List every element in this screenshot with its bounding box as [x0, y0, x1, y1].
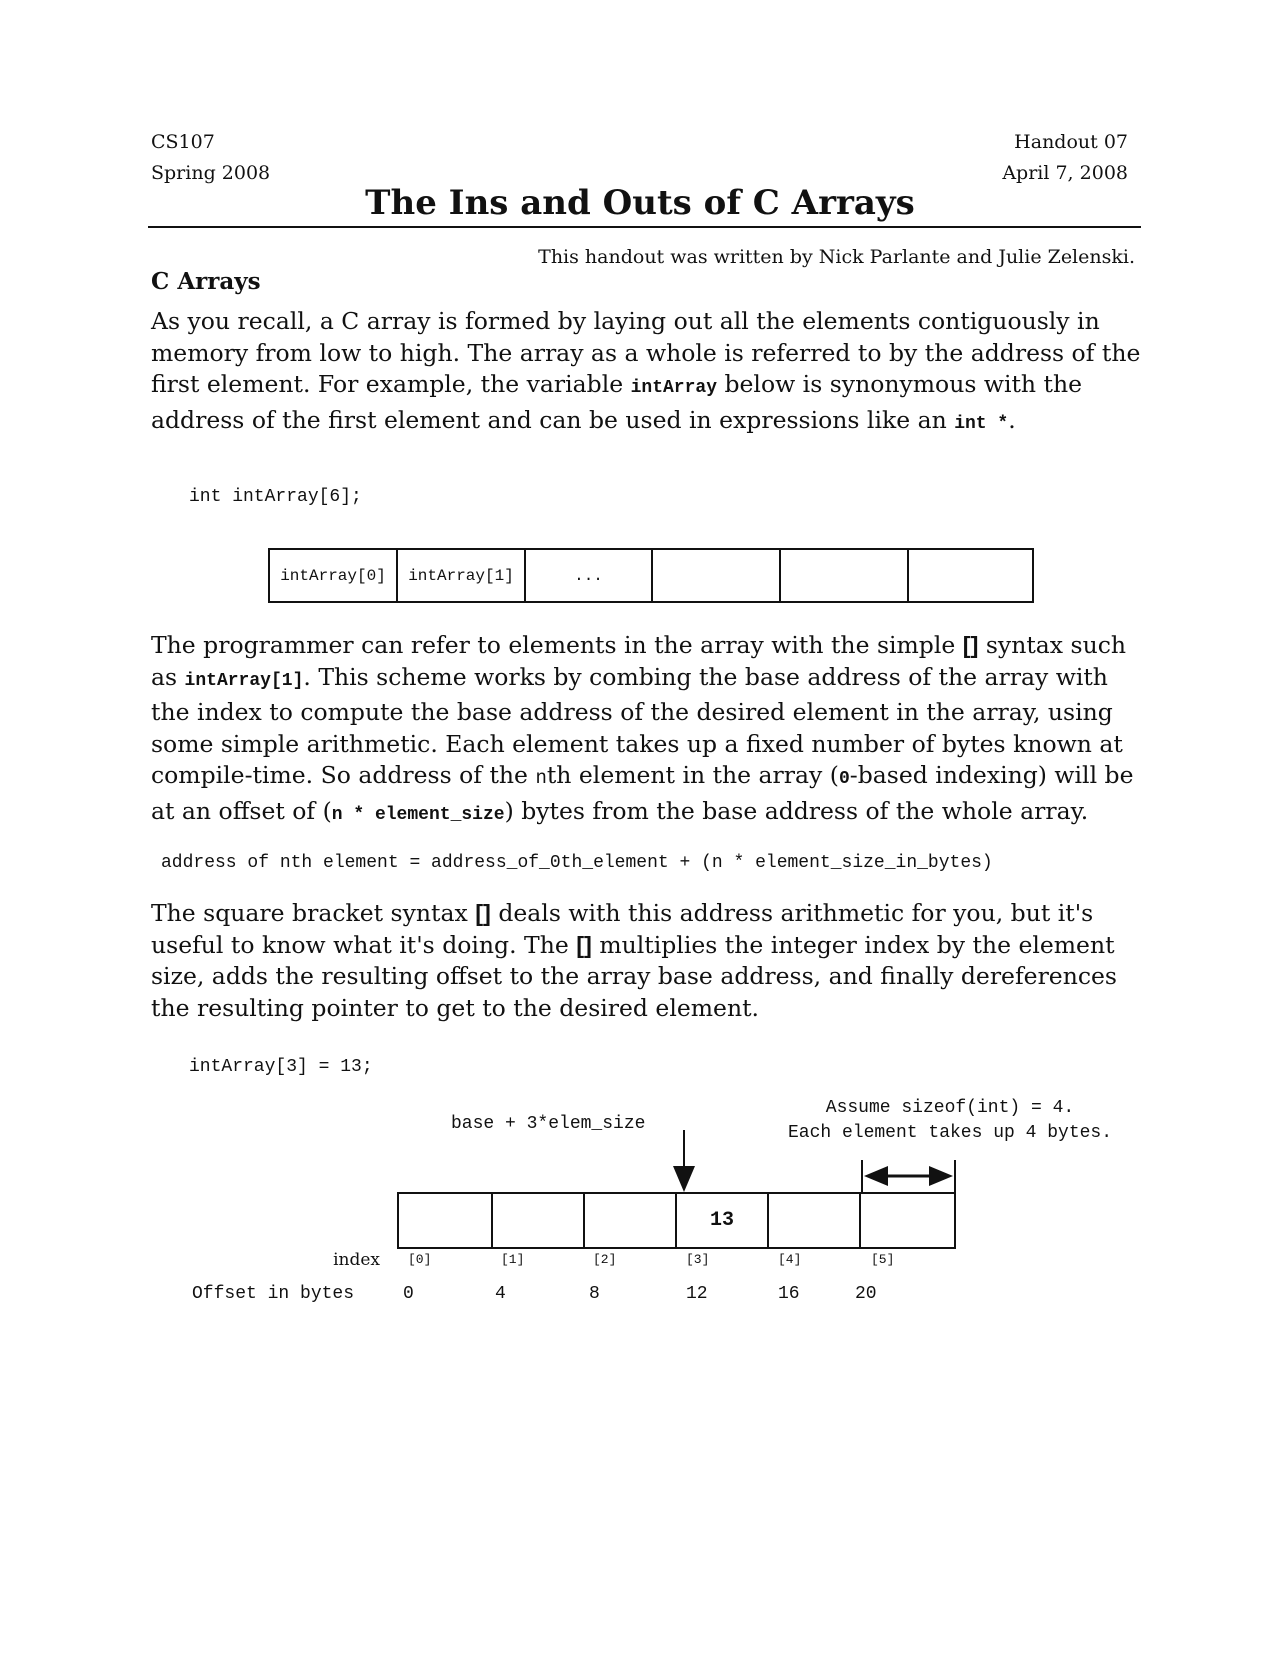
- inline-code: n: [535, 767, 547, 789]
- bracket-syntax: []: [576, 931, 592, 958]
- offset-value: 0: [403, 1284, 414, 1304]
- index-value: [1]: [501, 1252, 525, 1267]
- size-note-line2: Each element takes up 4 bytes.: [787, 1123, 1113, 1143]
- array-cell: [769, 1194, 861, 1247]
- attribution: This handout was written by Nick Parlante and Julie Zelenski.: [538, 246, 1135, 268]
- pointer-label: base + 3*elem_size: [451, 1114, 646, 1134]
- array-cell: intArray[0]: [270, 550, 398, 601]
- inline-code: intArray: [630, 378, 718, 398]
- index-value: [4]: [778, 1252, 802, 1267]
- term-label: Spring 2008: [151, 162, 271, 184]
- inline-code: n * element_size: [331, 804, 505, 825]
- array-cell: [585, 1194, 677, 1247]
- index-value: [5]: [871, 1252, 895, 1267]
- index-value: [0]: [408, 1252, 432, 1267]
- array-diagram-memory: [397, 1192, 956, 1249]
- offset-value: 16: [778, 1284, 800, 1304]
- pointer-arrow: [673, 1130, 695, 1192]
- element-size-arrow: [862, 1160, 955, 1192]
- offset-value: 20: [855, 1284, 877, 1304]
- index-value: [3]: [686, 1252, 710, 1267]
- paragraph-intro: As you recall, a C array is formed by laying out all the elements contiguously in memory from low to high. The array as a whole is referred to by the address of the first element. For example, the variable intArray below is synonymous with the address of the first element and can be used in expressions like an int *.: [151, 307, 1141, 434]
- offset-value: 8: [589, 1284, 600, 1304]
- array-cell: intArray[1]: [398, 550, 526, 601]
- offset-value: 4: [495, 1284, 506, 1304]
- paragraph-indexing: The programmer can refer to elements in the array with the simple [] syntax such as intArray[1]. This scheme works by combing the base address of the array with the index to compute the base address of the desired element in the array, using some simple arithmetic. Each element takes up a fixed number of bytes known at compile-time. So address of the nth element in the array (0-based indexing) will be at an offset of (n * element_size) bytes from the base address of the whole array.: [151, 631, 1134, 825]
- paragraph-brackets: The square bracket syntax [] deals with this address arithmetic for you, but it's useful to know what it's doing. The [] multiplies the integer index by the element size, adds the resulting offset to the array base address, and finally dereferences the resulting pointer to get to the desired element.: [151, 899, 1117, 1022]
- array-cell: [493, 1194, 585, 1247]
- address-formula: address of nth element = address_of_0th_element + (n * element_size_in_bytes): [161, 853, 993, 873]
- course-label: CS107: [151, 131, 215, 153]
- size-note-line1: Assume sizeof(int) = 4.: [825, 1098, 1075, 1118]
- bracket-syntax: []: [962, 632, 979, 658]
- offset-label: Offset in bytes: [192, 1284, 355, 1304]
- array-cell-highlighted: 13: [677, 1194, 769, 1247]
- section-heading: C Arrays: [151, 268, 261, 295]
- inline-code: int *: [954, 413, 1009, 434]
- offset-value: 12: [686, 1284, 708, 1304]
- code-declaration: int intArray[6];: [189, 487, 362, 507]
- inline-code: 0: [838, 769, 850, 789]
- array-cell: ...: [526, 550, 653, 601]
- code-assignment: intArray[3] = 13;: [189, 1057, 373, 1077]
- handout-date: April 7, 2008: [1002, 162, 1128, 184]
- handout-number: Handout 07: [1014, 131, 1128, 153]
- index-value: [2]: [593, 1252, 617, 1267]
- page-title: The Ins and Outs of C Arrays: [365, 183, 915, 223]
- index-label: index: [333, 1250, 380, 1270]
- array-cell: [399, 1194, 493, 1247]
- bracket-syntax: []: [475, 900, 491, 926]
- inline-code: intArray[1]: [184, 670, 304, 691]
- array-cell: [861, 1194, 954, 1247]
